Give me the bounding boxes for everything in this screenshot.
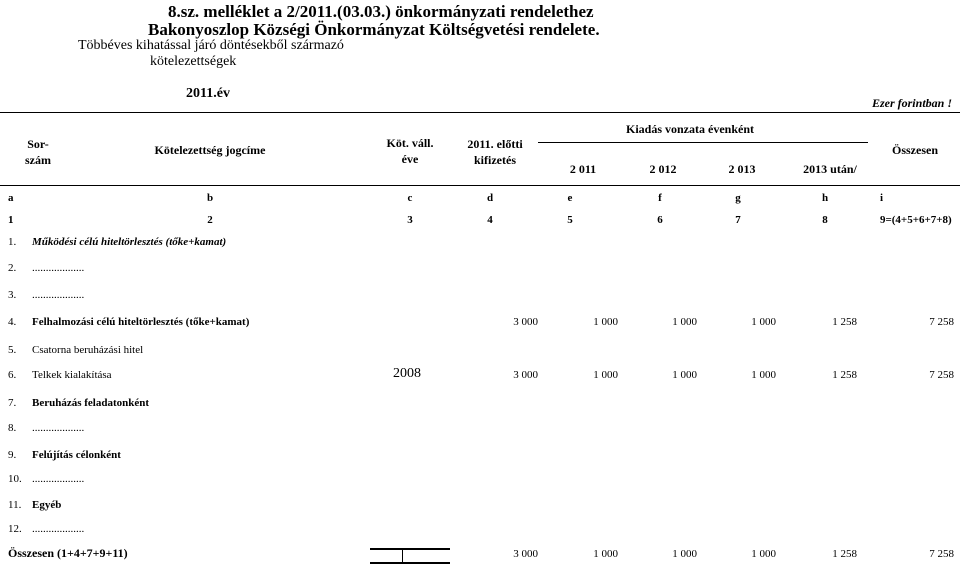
row-number: 5.	[8, 344, 17, 356]
header-kotvall-2: éve	[401, 152, 419, 166]
unit-note: Ezer forintban !	[871, 96, 952, 110]
row-number: 4.	[8, 316, 17, 328]
total-h: 1 258	[832, 548, 857, 560]
row-value-g: 1 000	[751, 316, 776, 328]
row-value-h: 1 258	[832, 316, 857, 328]
row-label: ...................	[32, 473, 85, 485]
row-number: 3.	[8, 289, 17, 301]
row-label: Csatorna beruházási hitel	[32, 344, 144, 356]
column-number: 5	[567, 214, 573, 226]
row-number: 1.	[8, 236, 17, 248]
row-number: 12.	[8, 523, 22, 535]
row-label: Felhalmozási célú hiteltörlesztés (tőke+kamat)	[32, 316, 250, 328]
title-line-4: kötelezettségek	[150, 54, 237, 69]
row-label: Telkek kialakítása	[32, 369, 112, 381]
column-letter: e	[567, 192, 573, 204]
title-line-3: Többéves kihatással járó döntésekből származó	[78, 38, 344, 53]
column-number: 4	[487, 214, 493, 226]
row-label: ...................	[32, 289, 85, 301]
grid-line	[0, 185, 960, 186]
row-value-e: 1 000	[593, 369, 618, 381]
title-year: 2011.év	[186, 86, 230, 101]
row-value-i: 7 258	[929, 316, 954, 328]
row-number: 9.	[8, 449, 17, 461]
row-number: 10.	[8, 473, 22, 485]
row-value-e: 1 000	[593, 316, 618, 328]
column-number: 3	[407, 214, 413, 226]
row-value-h: 1 258	[832, 369, 857, 381]
column-letter: h	[821, 192, 829, 204]
row-value-g: 1 000	[751, 369, 776, 381]
column-letter: a	[8, 192, 14, 204]
header-kotvall-1: Köt. váll.	[386, 136, 434, 150]
total-mark	[370, 548, 450, 550]
row-label: Működési célú hiteltörlesztés (tőke+kamat)	[32, 236, 227, 248]
header-kiadas: Kiadás vonzata évenként	[625, 122, 754, 136]
header-osszesen: Összesen	[892, 143, 938, 157]
column-letter: i	[880, 192, 884, 204]
header-sorszam-2: szám	[25, 153, 51, 167]
title-line-1: 8.sz. melléklet a 2/2011.(03.03.) önkormányzati rendelethez	[168, 2, 594, 21]
header-sorszam-1: Sor-	[27, 137, 49, 151]
row-label: ...................	[32, 422, 85, 434]
total-g: 1 000	[751, 548, 776, 560]
total-f: 1 000	[672, 548, 697, 560]
row-label: Beruházás feladatonként	[32, 397, 150, 409]
column-letter: b	[206, 192, 214, 204]
header-year-2013-after: 2013 után/	[803, 162, 857, 176]
header-elotti-2: kifizetés	[474, 153, 516, 167]
row-value-f: 1 000	[672, 316, 697, 328]
row-value-d: 3 000	[513, 316, 538, 328]
row-label: ...................	[32, 262, 85, 274]
column-number: 7	[735, 214, 741, 226]
row-value-f: 1 000	[672, 369, 697, 381]
row-number: 11.	[8, 499, 22, 511]
total-d: 3 000	[513, 548, 538, 560]
header-elotti-1: 2011. előtti	[467, 137, 523, 151]
grid-line	[0, 112, 960, 113]
column-number: 2	[207, 214, 213, 226]
row-value-i: 7 258	[929, 369, 954, 381]
row-label: Felújítás célonként	[32, 449, 121, 461]
row-label: Egyéb	[32, 499, 62, 511]
row-number: 2.	[8, 262, 17, 274]
header-year-2011: 2 011	[569, 162, 597, 176]
total-i: 7 258	[929, 548, 954, 560]
total-mark	[402, 548, 403, 564]
row-number: 8.	[8, 422, 17, 434]
row-commit-year: 2008	[393, 366, 421, 381]
total-mark	[370, 562, 450, 564]
column-number: 9=(4+5+6+7+8)	[880, 214, 952, 226]
column-letter: d	[486, 192, 494, 204]
title-line-2: Bakonyoszlop Községi Önkormányzat Költségvetési rendelete.	[148, 20, 600, 39]
row-value-d: 3 000	[513, 369, 538, 381]
column-letter: g	[735, 192, 741, 204]
total-e: 1 000	[593, 548, 618, 560]
column-number: 6	[657, 214, 663, 226]
header-jogcim: Kötelezettség jogcíme	[154, 143, 266, 157]
total-label: Összesen (1+4+7+9+11)	[8, 546, 128, 560]
column-number: 8	[822, 214, 828, 226]
column-letter: c	[407, 192, 413, 204]
column-letter: f	[658, 192, 662, 204]
column-number: 1	[8, 214, 14, 226]
header-year-2013: 2 013	[728, 162, 756, 176]
header-year-2012: 2 012	[649, 162, 677, 176]
row-number: 7.	[8, 397, 17, 409]
row-label: ...................	[32, 523, 85, 535]
grid-line	[538, 142, 868, 143]
row-number: 6.	[8, 369, 17, 381]
